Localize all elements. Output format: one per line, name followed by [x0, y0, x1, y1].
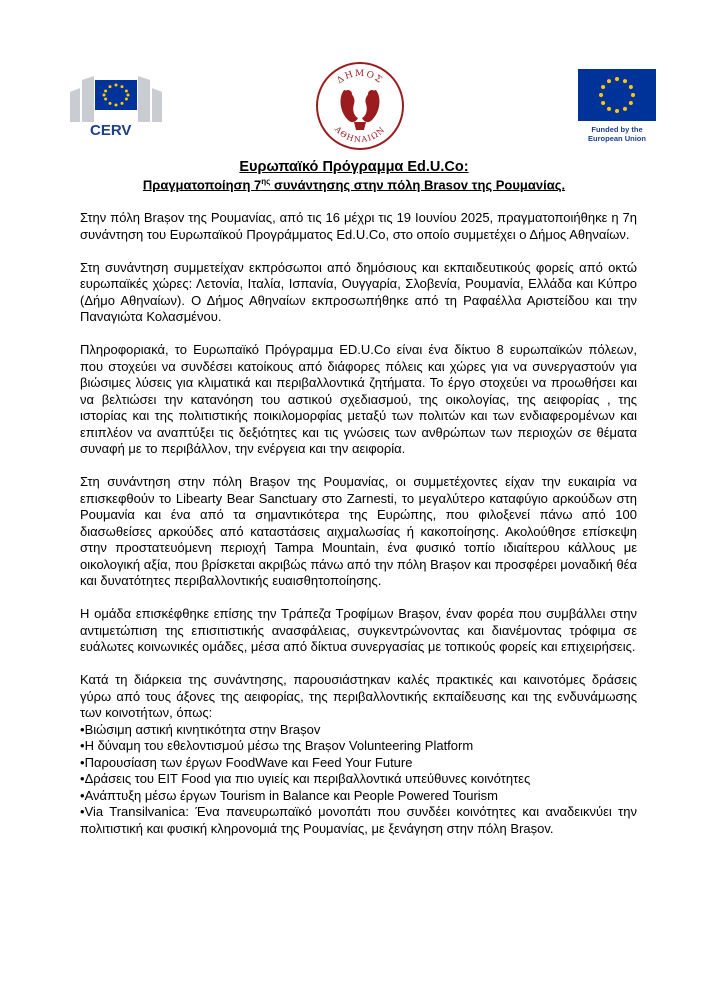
cerv-building-icon [68, 66, 164, 122]
list-item: • Βιώσιμη αστική κινητικότητα στην Brașov [80, 722, 637, 739]
list-item: • Ανάπτυξη μέσω έργων Tourism in Balance και People Powered Tourism [80, 788, 637, 805]
page-subtitle [0, 177, 708, 192]
subtitle-start: Πραγματοποίηση 7 [142, 177, 262, 193]
eu-funded-label: Funded by the European Union [588, 125, 646, 143]
cerv-logo [68, 66, 164, 146]
eu-funded-logo [578, 69, 656, 149]
svg-text:ΔΗΜΟΣ [335, 69, 384, 86]
list-item: • Δράσεις του EIT Food για πιο υγιείς και περιβαλλοντικά υπεύθυνες κοινότητες [80, 771, 637, 788]
athens-seal-icon [314, 60, 406, 152]
article-body [80, 210, 637, 837]
page-title: Ευρωπαϊκό Πρόγραμμα Ed.U.Co: [239, 159, 469, 175]
list-item: • Via Transilvanica: Ένα πανευρωπαϊκό μονοπάτι που συνδέει κοινότητες και αναδεικνύει την πολιτιστική και φυσική κληρονομιά της Ρουμανίας, με ξενάγηση στην πόλη Brașov. [80, 804, 637, 837]
list-item: • Παρουσίαση των έργων FoodWave και Feed Your Future [80, 755, 637, 772]
paragraph-participants: Στη συνάντηση συμμετείχαν εκπρόσωποι από δημόσιους και εκπαιδευτικούς φορείς από οκτώ ευρωπαϊκές χώρες: Λετονία, Ιταλία, Ισπανία, Ουγγαρία, Σλοβενία, Ρουμανία, Ελλάδα και Κύπρο (Δήμο Αθηναίων). Ο Δήμος Αθηναίων εκπροσωπήθηκε από τη Ραφαέλλα Αριστείδου και την Παναγιώτα Κολασμένου. [80, 259, 637, 324]
paragraph-practices: Κατά τη διάρκεια της συνάντησης, παρουσιάστηκαν καλές πρακτικές και καινοτόμες δράσεις γύρω από τους άξονες της αειφορίας, της περιβαλλοντικής εκπαίδευσης και της ενδυνάμωσης των κοινοτήτων, όπως: [80, 672, 637, 720]
practices-list [80, 722, 637, 838]
subtitle-superscript: ης [261, 177, 271, 186]
paragraph-intro: Στην πόλη Brașov της Ρουμανίας, από τις 16 μέχρι τις 19 Ιουνίου 2025, πραγματοποιήθηκε η 7η συνάντηση του Ευρωπαϊκού Προγράμματος Ed.U.Co, στο οποίο συμμετέχει ο Δήμος Αθηναίων. [80, 210, 637, 242]
list-item: • Η δύναμη του εθελοντισμού μέσω της Brașov Volunteering Platform [80, 738, 637, 755]
municipality-seal [314, 60, 406, 152]
seal-top-text: ΔΗΜΟΣ [335, 68, 385, 87]
subtitle-end: συνάντησης στην πόλη Brasov της Ρουμανίας. [270, 177, 566, 193]
paragraph-food-bank: Η ομάδα επισκέφθηκε επίσης την Τράπεζα Τροφίμων Brașov, έναν φορέα που συμβάλλει στην αντιμετώπιση της επισιτιστικής ανασφάλειας, συγκεντρώνοντας και διανέμοντας τρόφιμα σε ευάλωτες κοινωνικές ομάδες, μέσα από δίκτυα συνεργασίας με τοπικούς φορείς και επιχειρήσεις. [80, 606, 637, 654]
paragraph-visits: Στη συνάντηση στην πόλη Brașov της Ρουμανίας, οι συμμετέχοντες είχαν την ευκαιρία να επισκεφθούν το Libearty Bear Sanctuary στο Zarnesti, το μεγαλύτερο καταφύγιο αρκούδων στη Ρουμανία και ένα από τα σημαντικότερα της Ευρώπης, που φιλοξενεί πάνω από 100 διασωθείσες αρκούδες από καταστάσεις αιχμαλωσίας ή κακοποίησης. Ακολούθησε επίσκεψη στην προστατευόμενη περιοχή Tampa Mountain, ένα φυσικό τοπίο ιδιαίτερου κάλλους με οικολογική αξία, που βρίσκεται ακριβώς πάνω από την πόλη Brașov και προσφέρει μοναδική θέα και δυνατότητες περιβαλλοντικής ευαισθητοποίησης. [80, 474, 637, 588]
paragraph-program-info: Πληροφοριακά, το Ευρωπαϊκό Πρόγραμμα ED.U.Co είναι ένα δίκτυο 8 ευρωπαϊκών πόλεων, που στοχεύει να συνδέσει κατοίκους από διάφορες πόλεις και χώρες για να συνεργαστούν για βιώσιμες λύσεις για κλιματικά και περιβαλλοντικά ζητήματα. Το έργο στοχεύει να προωθήσει και να βελτιώσει την κατανόηση του αστικού σχεδιασμού, της οικολογίας, της αειφορίας , της ιστορίας και της πολιτιστικής ποικιλομορφίας μεταξύ των πολιτών και των ενδιαφερομένων και επιπλέον να αναπτύξει τις δεξιότητες και τις γνώσεις των ανθρώπων των περιοχών σε θέματα συναφή με το περιβάλλον, την ενέργεια και την αειφορία. [80, 342, 637, 456]
eu-flag-icon [578, 69, 656, 121]
cerv-label: CERV [90, 122, 132, 139]
seal-bottom-text: ΑΘΗΝΑΙΩΝ [333, 124, 387, 145]
